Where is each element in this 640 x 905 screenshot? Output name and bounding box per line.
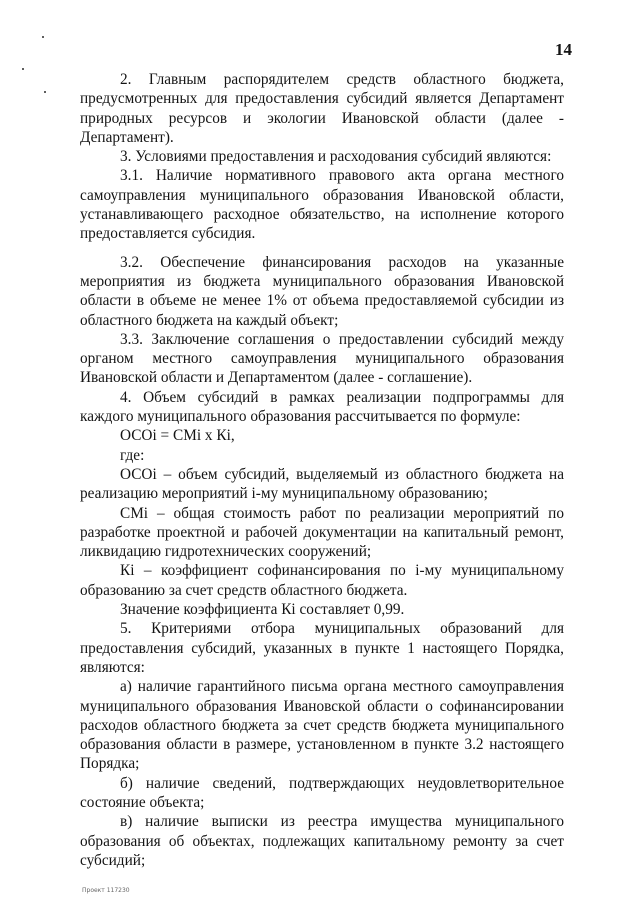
paragraph-3-3: 3.3. Заключение соглашения о предоставлении субсидий между органом местного самоуправления муниципального образования Ивановской области и Департаментом (далее - соглашение). bbox=[80, 330, 564, 387]
paragraph-3-2: 3.2. Обеспечение финансирования расходов на указанные мероприятия из бюджета муниципального образования Ивановской области в объеме не менее 1% от объема предоставляемой субсидии из областного бюджета на каждый объект; bbox=[80, 253, 564, 329]
paragraph-3-1: 3.1. Наличие нормативного правового акта органа местного самоуправления муниципального образования Ивановской области, устанавливающего расходное обязательство, на исполнение которого предоставляется субсидия. bbox=[80, 167, 564, 243]
footer-code: Проект 117230 bbox=[82, 887, 130, 894]
criterion-a: а) наличие гарантийного письма органа местного самоуправления муниципального образования Ивановской области о софинансировании расходов областного бюджета за счет средств бюджета муниципального образования области в размере, установленном в пункте 3.2 настоящего Порядка; bbox=[80, 678, 564, 773]
page-number: 14 bbox=[555, 40, 572, 59]
paragraph-2: 2. Главным распорядителем средств областного бюджета, предусмотренных для предоставления субсидий является Департамент природных ресурсов и экологии Ивановской области (далее - Департамент). bbox=[80, 71, 564, 146]
formula: ОСОi = СМi х Кi, bbox=[120, 427, 235, 445]
definition-k: Кi – коэффициент софинансирования по i-му муниципальному образованию за счет средств областного бюджета. bbox=[80, 562, 564, 599]
scan-speck bbox=[42, 36, 44, 38]
criterion-b: б) наличие сведений, подтверждающих неудовлетворительное состояние объекта; bbox=[80, 774, 564, 811]
scan-speck bbox=[44, 91, 46, 93]
coefficient-value: Значение коэффициента Кi составляет 0,99. bbox=[120, 601, 405, 619]
definition-cm: СМi – общая стоимость работ по реализации мероприятий по разработке проектной и рабочей документации на капитальный ремонт, ликвидацию гидротехнических сооружений; bbox=[80, 504, 564, 561]
criterion-c: в) наличие выписки из реестра имущества муниципального образования об объектах, подлежащих капитальному ремонту за счет субсидий; bbox=[80, 813, 564, 869]
paragraph-5: 5. Критериями отбора муниципальных образований для предоставления субсидий, указанных в пункте 1 настоящего Порядка, являются: bbox=[80, 620, 564, 676]
formula-where: где: bbox=[120, 446, 145, 464]
document-body bbox=[80, 70, 564, 870]
paragraph-4: 4. Объем субсидий в рамках реализации подпрограммы для каждого муниципального образования рассчитывается по формуле: bbox=[80, 388, 564, 426]
paragraph-3: 3. Условиями предоставления и расходования субсидий являются: bbox=[120, 148, 552, 166]
definition-oso: ОСОi – объем субсидий, выделяемый из областного бюджета на реализацию мероприятий i-му муниципальному образованию; bbox=[80, 465, 564, 503]
scan-speck bbox=[22, 68, 24, 70]
